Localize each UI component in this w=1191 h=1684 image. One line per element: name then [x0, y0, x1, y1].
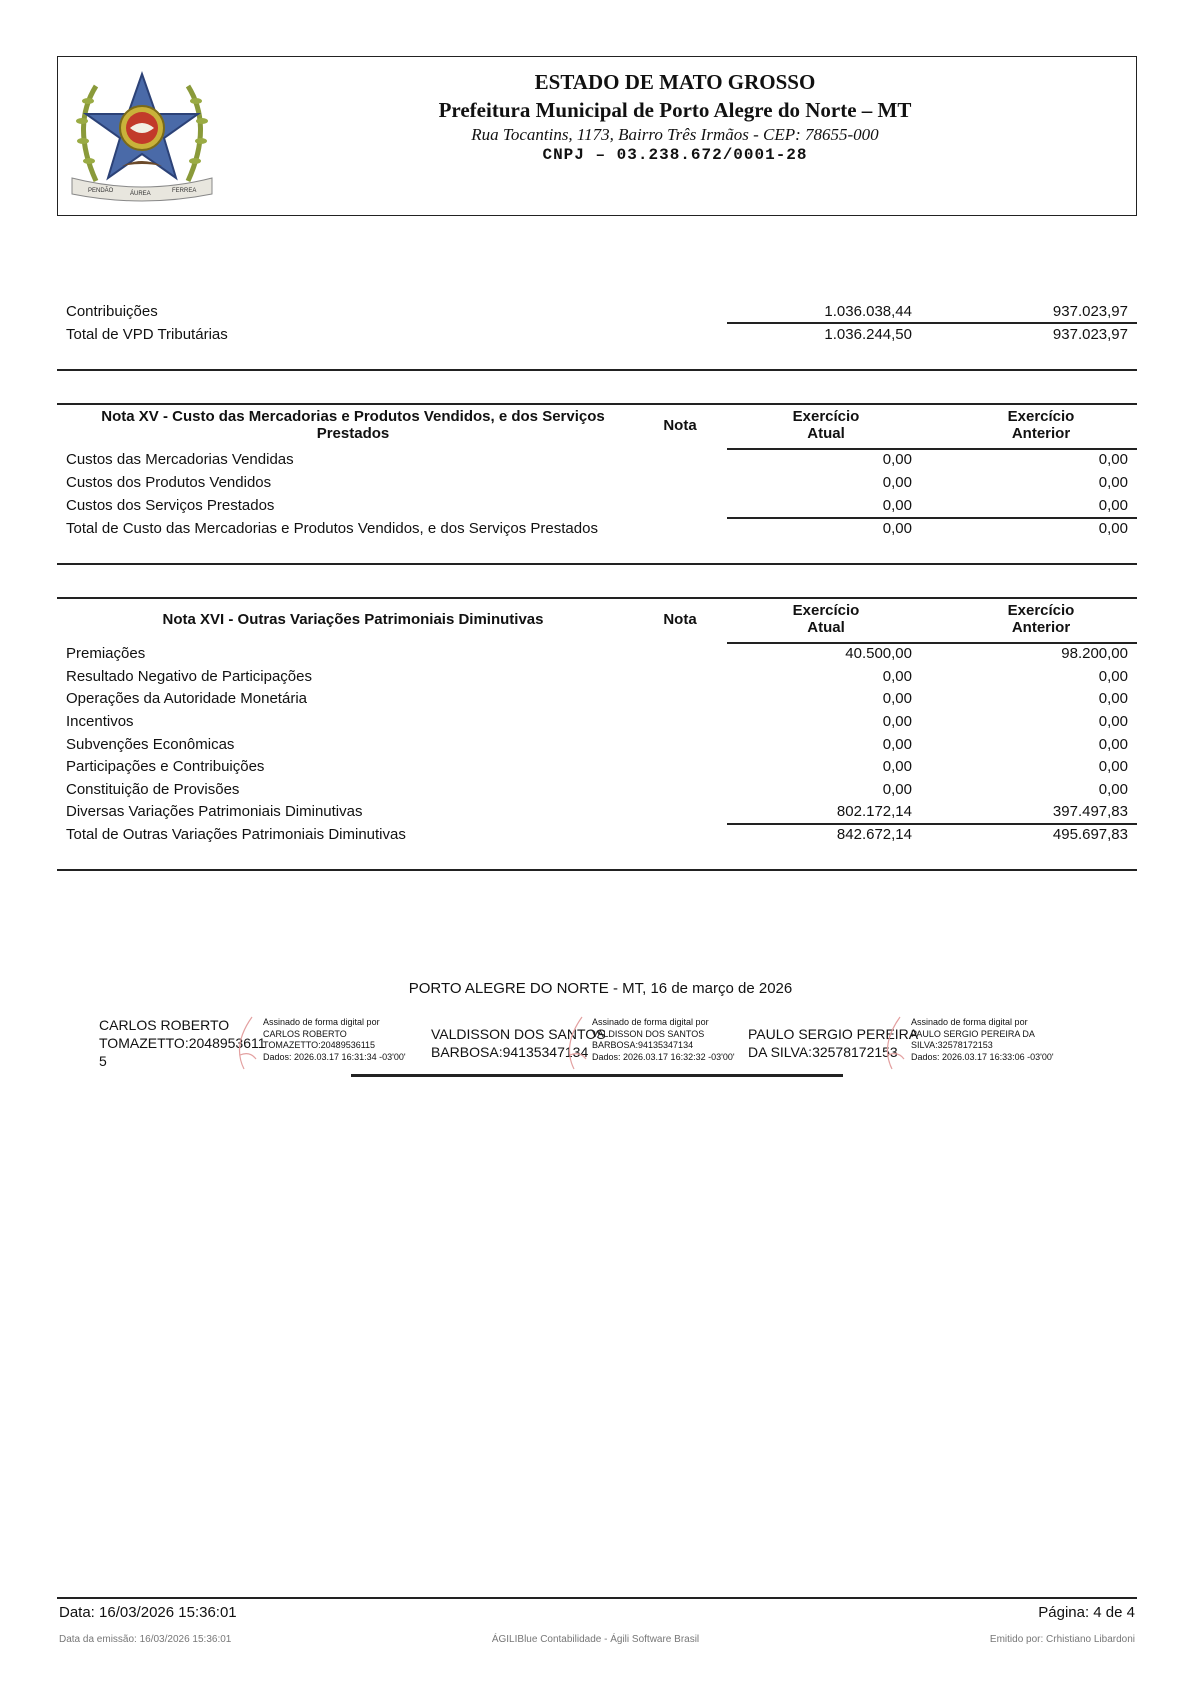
signature-name-line: BARBOSA:94135347134	[431, 1044, 589, 1060]
table-cell-anterior: 397.497,83	[1052, 803, 1128, 820]
total-divider	[727, 322, 1137, 324]
signature-1-mark	[230, 1015, 260, 1071]
table-cell-anterior: 937.023,97	[1052, 303, 1128, 320]
table-cell-anterior: 0,00	[1098, 736, 1128, 753]
footer-software: ÁGILIBlue Contabilidade - Ágili Software Brasil	[491, 1634, 700, 1645]
table-row-label: Participações e Contribuições	[66, 758, 265, 775]
total-divider	[727, 517, 1137, 519]
table-row-label: Diversas Variações Patrimoniais Diminutivas	[66, 803, 363, 820]
table-cell-anterior: 495.697,83	[1052, 826, 1128, 843]
table-cell-atual: 1.036.038,44	[824, 303, 912, 320]
table-row-label: Operações da Autoridade Monetária	[66, 690, 307, 707]
signature-2-meta	[592, 1017, 735, 1063]
table-cell-atual: 0,00	[882, 690, 912, 707]
table-cell-atual: 842.672,14	[836, 826, 912, 843]
header-divider	[727, 642, 1137, 644]
table-row-label: Constituição de Provisões	[66, 781, 240, 798]
crest-ribbon-left: PENDÃO	[88, 188, 114, 194]
signature-name-line: TOMAZETTO:2048953611	[99, 1035, 266, 1051]
footer-page: Página: 4 de 4	[1038, 1604, 1135, 1621]
table-cell-atual: 0,00	[882, 781, 912, 798]
nota-xvi-title: Nota XVI - Outras Variações Patrimoniais Diminutivas	[162, 611, 544, 628]
table-cell-anterior: 0,00	[1098, 474, 1128, 491]
signature-3-meta	[911, 1017, 1054, 1063]
col-header-atual: Exercício Atual	[792, 408, 860, 442]
signature-meta-line: SILVA:32578172153	[911, 1040, 993, 1050]
signature-meta-line: Dados: 2026.03.17 16:31:34 -03'00'	[263, 1051, 406, 1062]
state-title: ESTADO DE MATO GROSSO	[534, 70, 816, 94]
signature-meta-line: Assinado de forma digital por	[911, 1017, 1028, 1027]
table-cell-atual: 0,00	[882, 520, 912, 537]
table-row-label: Resultado Negativo de Participações	[66, 668, 312, 685]
city-date-text: PORTO ALEGRE DO NORTE - MT, 16 de março de 2026	[408, 980, 793, 997]
table-cell-atual: 0,00	[882, 736, 912, 753]
section-top-border	[57, 597, 1137, 599]
table-cell-atual: 0,00	[882, 474, 912, 491]
signature-name-line: PAULO SERGIO PEREIRA	[748, 1026, 919, 1042]
signature-name-line: VALDISSON DOS SANTOS	[431, 1026, 606, 1042]
section-top-border	[57, 403, 1137, 405]
table-cell-anterior: 0,00	[1098, 668, 1128, 685]
table-row-label: Custos dos Serviços Prestados	[66, 497, 275, 514]
col-header-nota: Nota	[663, 417, 697, 434]
signature-name-line: 5	[99, 1053, 107, 1069]
table-cell-atual: 0,00	[882, 668, 912, 685]
signature-meta-line: PAULO SERGIO PEREIRA DA	[911, 1028, 1035, 1039]
address: Rua Tocantins, 1173, Bairro Três Irmãos - CEP: 78655-000	[471, 125, 879, 144]
signature-3-mark	[878, 1015, 908, 1071]
signature-meta-line: BARBOSA:94135347134	[592, 1040, 694, 1050]
table-cell-anterior: 0,00	[1098, 520, 1128, 537]
section-divider	[57, 563, 1137, 565]
signature-1-meta	[263, 1017, 406, 1063]
signature-meta-line: VALDISSON DOS SANTOS	[592, 1028, 705, 1039]
col-header-nota: Nota	[663, 611, 697, 628]
table-row-label: Total de VPD Tributárias	[66, 326, 228, 343]
signature-meta-line: Assinado de forma digital por	[263, 1017, 380, 1027]
table-cell-atual: 40.500,00	[845, 645, 912, 662]
municipal-crest-logo	[66, 66, 218, 206]
footer-issued-by: Emitido por: Crhistiano Libardoni	[989, 1634, 1135, 1645]
header-divider	[727, 448, 1137, 450]
table-cell-atual: 0,00	[882, 713, 912, 730]
col-header-anterior: Exercício Anterior	[1007, 408, 1075, 442]
table-cell-atual: 0,00	[882, 758, 912, 775]
section-divider	[57, 869, 1137, 871]
signature-meta-line: TOMAZETTO:20489536115	[263, 1040, 376, 1050]
table-cell-anterior: 0,00	[1098, 758, 1128, 775]
table-cell-anterior: 0,00	[1098, 713, 1128, 730]
table-row-label: Custos dos Produtos Vendidos	[66, 474, 272, 491]
table-cell-anterior: 0,00	[1098, 690, 1128, 707]
table-cell-atual: 1.036.244,50	[824, 326, 912, 343]
table-cell-anterior: 0,00	[1098, 781, 1128, 798]
total-divider	[727, 823, 1137, 825]
table-cell-anterior: 0,00	[1098, 497, 1128, 514]
table-row-label: Premiações	[66, 645, 146, 662]
signature-underline	[351, 1074, 843, 1077]
col-header-anterior: Exercício Anterior	[1007, 602, 1075, 636]
city-date	[0, 980, 1191, 997]
crest-ribbon-middle: ÁUREA	[130, 191, 151, 197]
prefecture-title: Prefeitura Municipal de Porto Alegre do Norte – MT	[438, 98, 912, 122]
table-row-label: Total de Custo das Mercadorias e Produtos Vendidos, e dos Serviços Prestados	[66, 520, 598, 537]
table-cell-atual: 0,00	[882, 451, 912, 468]
table-row-label: Total de Outras Variações Patrimoniais Diminutivas	[66, 826, 406, 843]
signature-meta-line: CARLOS ROBERTO	[263, 1028, 347, 1039]
col-header-atual: Exercício Atual	[792, 602, 860, 636]
footer-divider	[57, 1597, 1137, 1599]
signature-meta-line: Dados: 2026.03.17 16:33:06 -03'00'	[911, 1051, 1054, 1062]
table-row-label: Custos das Mercadorias Vendidas	[66, 451, 294, 468]
table-row-label: Contribuições	[66, 303, 158, 320]
section-divider	[57, 369, 1137, 371]
cnpj: CNPJ – 03.238.672/0001-28	[542, 146, 808, 164]
signature-name-line: DA SILVA:32578172153	[748, 1044, 898, 1060]
footer-emission-date: Data da emissão: 16/03/2026 15:36:01	[59, 1634, 232, 1645]
table-row-label: Incentivos	[66, 713, 134, 730]
table-cell-atual: 0,00	[882, 497, 912, 514]
signature-name-line: CARLOS ROBERTO	[99, 1017, 230, 1033]
table-row-label: Subvenções Econômicas	[66, 736, 235, 753]
table-cell-anterior: 98.200,00	[1061, 645, 1128, 662]
signature-meta-line: Dados: 2026.03.17 16:32:32 -03'00'	[592, 1051, 735, 1062]
table-cell-anterior: 0,00	[1098, 451, 1128, 468]
signature-2-mark	[560, 1015, 590, 1071]
crest-ribbon-right: FERREA	[172, 188, 197, 194]
signature-meta-line: Assinado de forma digital por	[592, 1017, 709, 1027]
nota-xv-title: Nota XV - Custo das Mercadorias e Produtos Vendidos, e dos Serviços Prestados	[101, 408, 605, 442]
footer-date: Data: 16/03/2026 15:36:01	[59, 1604, 237, 1621]
table-cell-anterior: 937.023,97	[1052, 326, 1128, 343]
table-cell-atual: 802.172,14	[836, 803, 912, 820]
